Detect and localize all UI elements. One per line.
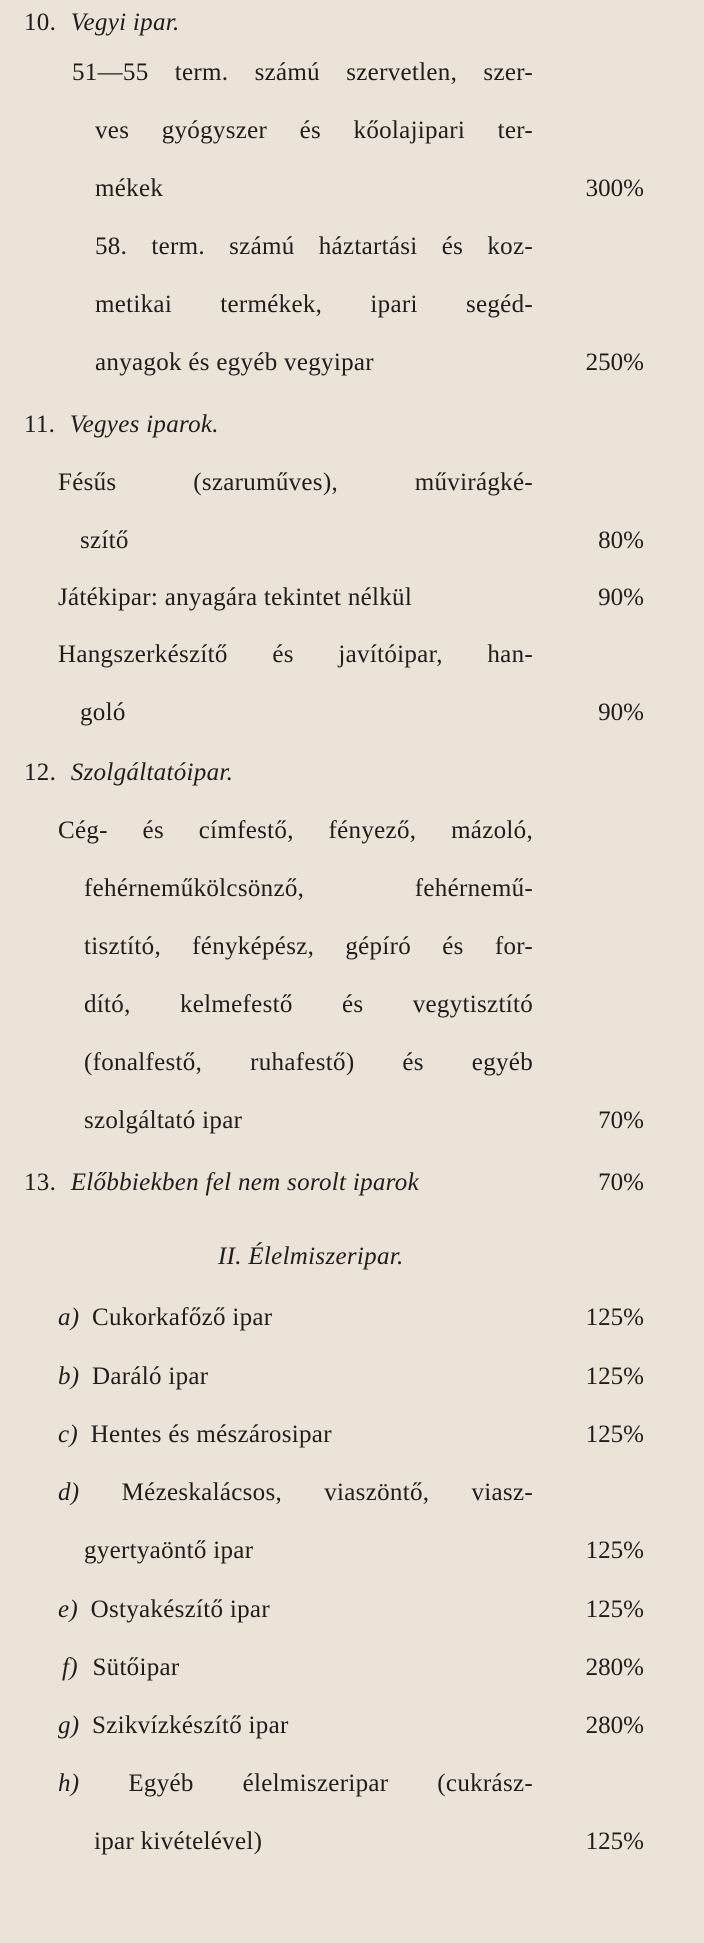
item-letter: g)	[58, 1712, 80, 1739]
text-line: metikai termékek, ipari segéd-	[95, 291, 533, 318]
percentage-value: 125%	[585, 1596, 644, 1623]
item-text-continuation: ipar kivételével)	[94, 1828, 263, 1855]
text-line: Fésűs (szaruműves), művirágké-	[58, 469, 533, 496]
text-line: (fonalfestő, ruhafestő) és egyéb	[84, 1049, 533, 1076]
section-title: Vegyi ipar.	[70, 9, 180, 36]
item-letter: c)	[58, 1421, 79, 1448]
percentage-value: 125%	[585, 1828, 644, 1855]
item-text: Daráló ipar	[92, 1363, 209, 1390]
list-item	[58, 1711, 289, 1741]
list-item	[58, 1362, 208, 1392]
item-text: Ostyakészítő ipar	[90, 1596, 270, 1623]
percentage-value: 125%	[585, 1363, 644, 1390]
text-line: ves gyógyszer és kőolajipari ter-	[95, 117, 533, 144]
text-line: 51—55 term. számú szervetlen, szer-	[72, 59, 533, 86]
item-text: Hentes és mészárosipar	[90, 1421, 332, 1448]
percentage-value: 125%	[585, 1537, 644, 1564]
item-text: Egyéb élelmiszeripar (cukrász-	[128, 1770, 533, 1797]
text-line: goló	[80, 699, 126, 726]
text-line: dító, kelmefestő és vegytisztító	[84, 991, 533, 1018]
part-heading: II. Élelmiszeripar.	[218, 1243, 404, 1270]
text-line: Cég- és címfestő, fényező, mázoló,	[58, 817, 533, 844]
list-item	[62, 1653, 180, 1683]
list-item	[58, 1478, 533, 1508]
item-text-continuation: gyertyaöntő ipar	[84, 1537, 254, 1564]
text-line: Hangszerkészítő és javítóipar, han-	[58, 641, 533, 668]
item-text: Mézeskalácsos, viaszöntő, viasz-	[121, 1479, 533, 1506]
list-item	[58, 1769, 533, 1799]
section-13-heading	[24, 1168, 419, 1198]
text-line: Játékipar: anyagára tekintet nélkül	[58, 584, 413, 611]
percentage-value: 300%	[585, 175, 644, 202]
section-number: 13.	[24, 1169, 57, 1196]
percentage-value: 90%	[598, 699, 644, 726]
percentage-value: 280%	[585, 1712, 644, 1739]
item-letter: d)	[58, 1479, 80, 1506]
text-line: tisztító, fényképész, gépíró és for-	[84, 933, 533, 960]
item-letter: h)	[58, 1770, 80, 1797]
list-item	[58, 1303, 272, 1333]
text-line: szolgáltató ipar	[84, 1107, 243, 1134]
section-title: Szolgáltatóipar.	[70, 759, 234, 786]
section-title: Vegyes iparok.	[69, 411, 219, 438]
item-text: Sütőipar	[92, 1654, 180, 1681]
percentage-value: 70%	[598, 1169, 644, 1196]
section-11-heading	[24, 410, 219, 440]
item-letter: f)	[62, 1654, 78, 1681]
percentage-value: 80%	[598, 527, 644, 554]
text-line: 58. term. számú háztartási és koz-	[95, 233, 533, 260]
percentage-value: 90%	[598, 584, 644, 611]
item-text: Cukorkafőző ipar	[92, 1304, 273, 1331]
section-10-heading	[24, 8, 180, 38]
item-letter: a)	[58, 1304, 80, 1331]
section-number: 11.	[24, 411, 56, 438]
text-line: mékek	[95, 175, 164, 202]
section-number: 12.	[24, 759, 57, 786]
list-item	[58, 1595, 270, 1625]
percentage-value: 125%	[585, 1304, 644, 1331]
percentage-value: 125%	[585, 1421, 644, 1448]
text-line: fehérneműkölcsönző, fehérnemű-	[84, 875, 533, 902]
percentage-value: 70%	[598, 1107, 644, 1134]
item-letter: b)	[58, 1363, 80, 1390]
list-item	[58, 1420, 332, 1450]
item-text: Szikvízkészítő ipar	[92, 1712, 289, 1739]
section-12-heading	[24, 758, 233, 788]
percentage-value: 250%	[585, 349, 644, 376]
text-line: anyagok és egyéb vegyipar	[95, 349, 374, 376]
section-title: Előbbiekben fel nem sorolt iparok	[70, 1169, 419, 1196]
text-line: szítő	[80, 527, 129, 554]
section-number: 10.	[24, 9, 57, 36]
item-letter: e)	[58, 1596, 79, 1623]
percentage-value: 280%	[585, 1654, 644, 1681]
